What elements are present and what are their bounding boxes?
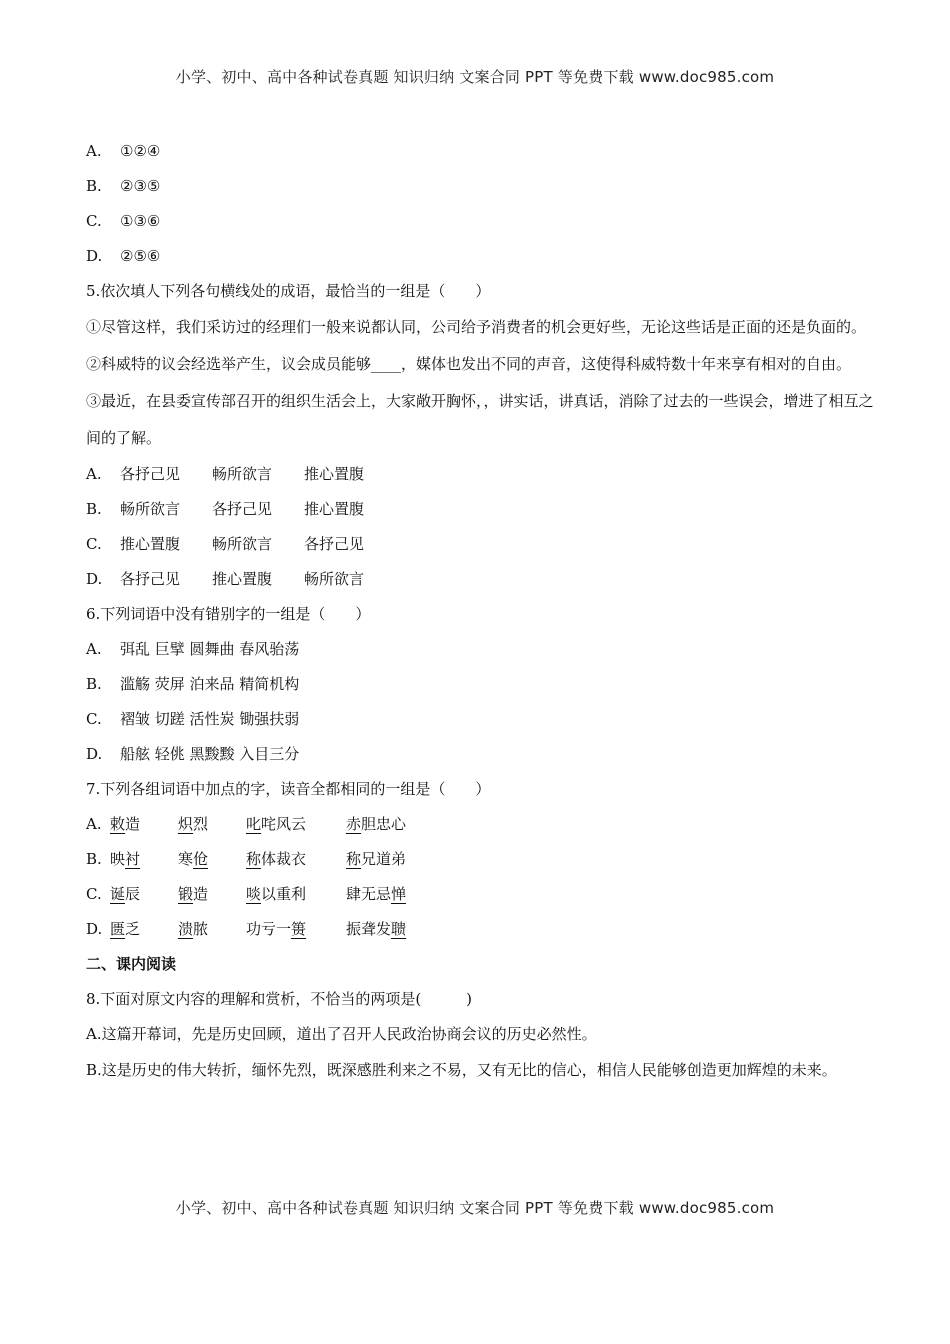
q8-stem: 8.下面对原文内容的理解和赏析，不恰当的两项是( ) [86,990,473,1008]
q5-option-d: D. 各抒己见 推心置腹 畅所欲言 [86,570,365,588]
q7-option-a: A. 敕造 炽烈 叱咤风云 赤胆忠心 [86,815,407,833]
q5-sentence-3: ③最近，在县委宣传部召开的组织生活会上，大家敞开胸怀，，讲实话，讲真话，消除了过去的一些误会，增进了相互之间的了解。 [86,392,874,447]
q6-option-d: D. 船舷 轻佻 黑黢黢 入目三分 [86,745,300,763]
q7-option-b: B. 映衬 寒伧 称体裁衣 称兄道弟 [86,850,407,868]
q4-option-c: C. ①③⑥ [86,212,161,230]
q7-stem: 7.下列各组词语中加点的字，读音全都相同的一组是（ ） [86,780,491,798]
q6-option-c: C. 褶皱 切蹉 活性炭 锄强扶弱 [86,710,300,728]
header-banner: 小学、初中、高中各种试卷真题 知识归纳 文案合同 PPT 等免费下载 www.doc985.com [175,68,775,86]
q5-sentence-2: ②科威特的议会经选举产生，议会成员能够____，媒体也发出不同的声音，这使得科威特数十年来享有相对的自由。 [86,355,852,373]
q6-option-a: A. 弭乱 巨擘 圆舞曲 春风骀荡 [86,640,300,658]
q7-option-d: D. 匮乏 溃脓 功亏一篑 振聋发聩 [86,920,407,938]
q5-option-a: A. 各抒己见 畅所欲言 推心置腹 [86,465,365,483]
q4-option-b: B. ②③⑤ [86,177,161,195]
q6-option-b: B. 滥觞 荧屏 泊来品 精简机构 [86,675,300,693]
q6-stem: 6.下列词语中没有错别字的一组是（ ） [86,605,371,623]
footer-banner: 小学、初中、高中各种试卷真题 知识归纳 文案合同 PPT 等免费下载 www.doc985.com [175,1199,775,1217]
q8-option-b: B.这是历史的伟大转折，缅怀先烈，既深感胜利来之不易，又有无比的信心，相信人民能够创造更加辉煌的未来。 [86,1061,837,1079]
section-heading: 二、课内阅读 [86,955,177,973]
q7-option-c: C. 诞辰 锻造 啖以重利 肆无忌惮 [86,885,407,903]
exam-content [86,134,876,1089]
q4-option-d: D. ②⑤⑥ [86,247,161,265]
q5-option-c: C. 推心置腹 畅所欲言 各抒己见 [86,535,365,553]
q8-option-a: A.这篇开幕词，先是历史回顾，道出了召开人民政治协商会议的历史必然性。 [86,1025,597,1043]
q5-sentence-1: ①尽管这样，我们采访过的经理们一般来说都认同，公司给予消费者的机会更好些，无论这些话是正面的还是负面的。 [86,318,867,336]
q5-option-b: B. 畅所欲言 各抒己见 推心置腹 [86,500,365,518]
q5-stem: 5.依次填人下列各句横线处的成语，最恰当的一组是（ ） [86,282,491,300]
q4-option-a: A. ①②④ [86,142,161,160]
